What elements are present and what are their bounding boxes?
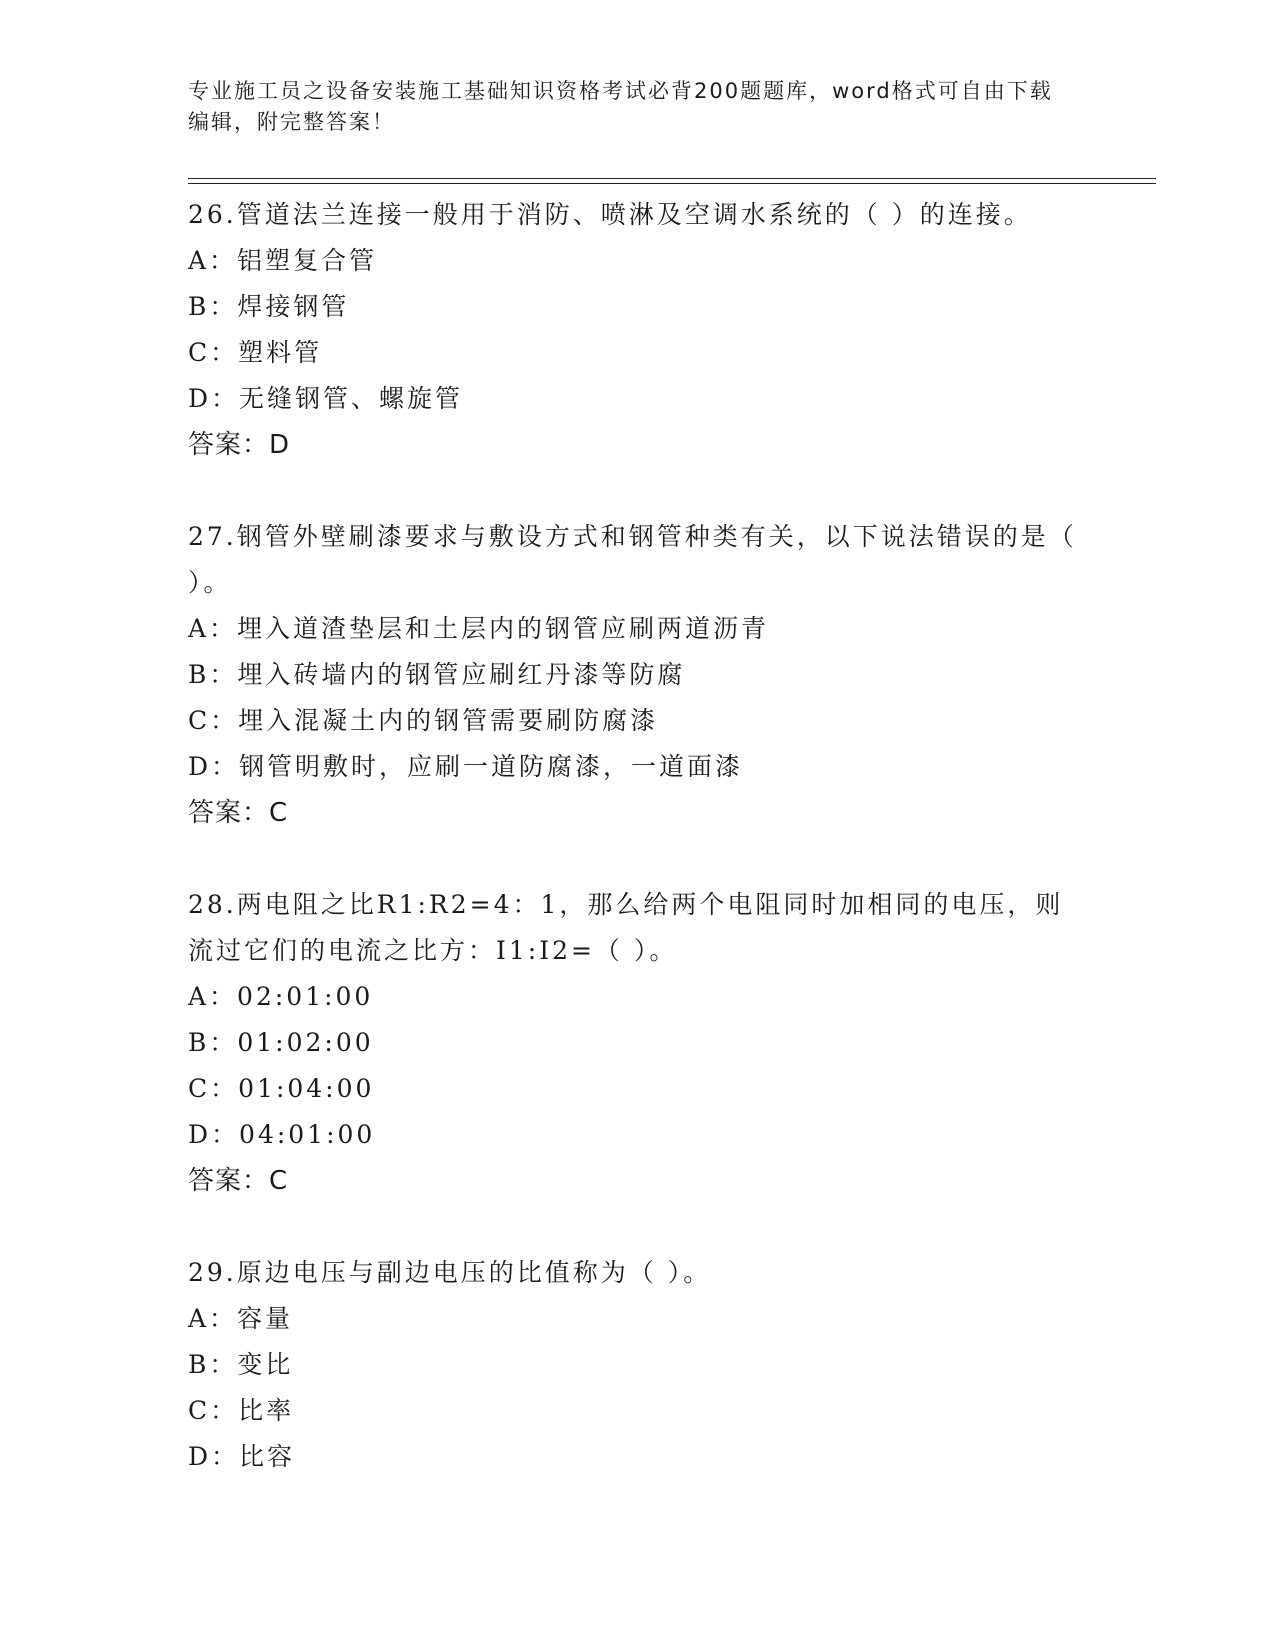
option-b: B：变比 — [188, 1350, 294, 1379]
answer: 答案：C — [188, 798, 289, 828]
header-divider-top — [188, 178, 1156, 179]
option-c: C：塑料管 — [188, 338, 323, 367]
option-d: D：钢管明敷时，应刷一道防腐漆，一道面漆 — [188, 752, 744, 781]
option-c: C：埋入混凝土内的钢管需要刷防腐漆 — [188, 706, 659, 735]
document-header: 专业施工员之设备安装施工基础知识资格考试必背200题题库，word格式可自由下载编辑，附完整答案！ — [188, 79, 1053, 134]
option-a: A：埋入道渣垫层和土层内的钢管应刷两道沥青 — [188, 614, 770, 643]
option-c: C：01:04:00 — [188, 1074, 375, 1103]
option-d: D：比容 — [188, 1442, 296, 1471]
option-a: A：容量 — [188, 1304, 294, 1333]
question-stem: 26.管道法兰连接一般用于消防、喷淋及空调水系统的（ ）的连接。 — [188, 200, 1032, 229]
question-29 — [188, 1250, 1088, 1480]
option-b: B：01:02:00 — [188, 1028, 374, 1057]
option-b: B：焊接钢管 — [188, 292, 350, 321]
header-divider-bottom — [188, 183, 1156, 184]
option-a: A：02:01:00 — [188, 982, 374, 1011]
option-d: D：04:01:00 — [188, 1120, 376, 1149]
question-stem: 27.钢管外壁刷漆要求与敷设方式和钢管种类有关，以下说法错误的是（ ）。 — [188, 522, 1077, 597]
question-stem: 28.两电阻之比R1:R2=4：1，那么给两个电阻同时加相同的电压，则流过它们的电流之比方：I1:I2=（ ）。 — [188, 890, 1064, 965]
answer: 答案：C — [188, 1166, 289, 1196]
question-28 — [188, 882, 1088, 1204]
option-c: C：比率 — [188, 1396, 295, 1425]
question-26 — [188, 192, 1088, 468]
question-27 — [188, 514, 1088, 836]
option-b: B：埋入砖墙内的钢管应刷红丹漆等防腐 — [188, 660, 686, 689]
option-a: A：铝塑复合管 — [188, 246, 378, 275]
answer: 答案：D — [188, 430, 291, 460]
question-list — [188, 192, 1088, 1526]
option-d: D：无缝钢管、螺旋管 — [188, 384, 464, 413]
question-stem: 29.原边电压与副边电压的比值称为（ ）。 — [188, 1258, 712, 1287]
